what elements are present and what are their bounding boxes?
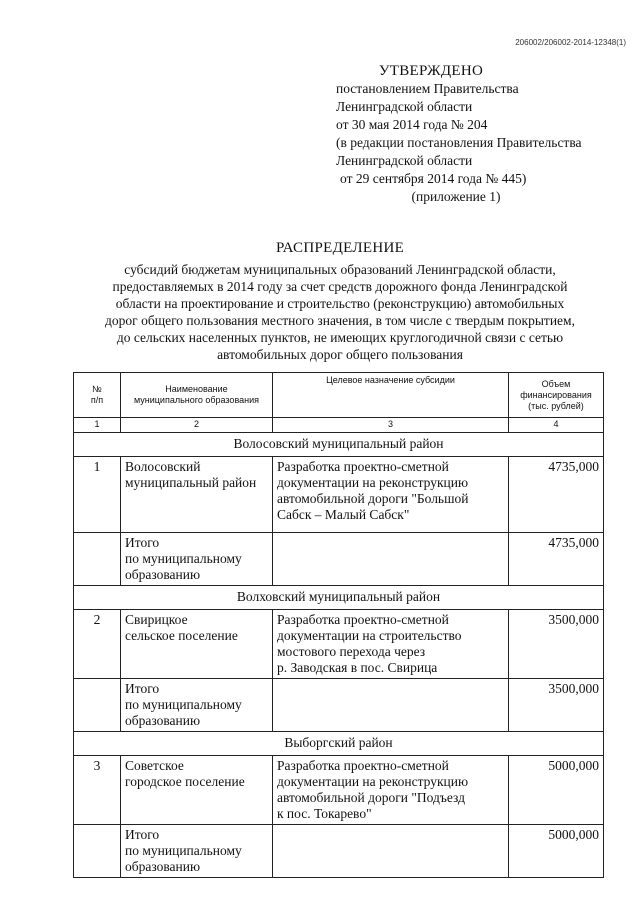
cell-line: образованию <box>125 859 201 874</box>
cell-line: по муниципальному <box>125 697 242 712</box>
row-purpose <box>273 825 509 878</box>
header-text: Наименование <box>165 384 228 394</box>
document-heading: РАСПРЕДЕЛЕНИЕ <box>275 240 405 256</box>
header-purpose <box>273 373 509 418</box>
cell-line: мостового перехода через <box>277 644 426 659</box>
total-row <box>74 533 604 586</box>
row-number: 2 <box>74 610 121 679</box>
section-title: Волховский муниципальный район <box>74 586 604 610</box>
column-number: 4 <box>509 418 604 433</box>
subtitle-line: до сельских населенных пунктов, не имеющих круглогодичной связи с сетью <box>116 330 564 345</box>
cell-line: Волосовский <box>125 459 201 474</box>
document-id: 206002/206002-2014-12348(1) <box>515 38 626 47</box>
header-text: п/п <box>90 395 104 405</box>
row-purpose <box>273 533 509 586</box>
approval-line: Ленинградской области <box>336 153 473 168</box>
total-amount: 3500,000 <box>509 679 604 732</box>
header-text: финансирования <box>520 389 592 400</box>
header-text: муниципального образования <box>133 395 259 405</box>
approval-line: (в редакции постановления Правительства <box>336 135 582 150</box>
subtitle-line: субсидий бюджетам муниципальных образований Ленинградской области, <box>124 262 556 277</box>
row-purpose <box>273 610 509 679</box>
cell-line: Итого <box>125 681 160 696</box>
subtitle-line: автомобильных дорог общего пользования <box>217 347 463 362</box>
section-row <box>74 433 604 457</box>
cell-line: по муниципальному <box>125 551 242 566</box>
total-label <box>121 533 273 586</box>
table-row <box>74 610 604 679</box>
subtitle-line: дорог общего пользования местного значения, в том числе с твердым покрытием, <box>105 313 575 328</box>
table-row <box>74 457 604 533</box>
subtitle-line: области на проектирование и строительство (реконструкцию) автомобильных <box>115 296 565 311</box>
header-text: (тыс. рублей) <box>528 400 584 411</box>
total-label <box>121 679 273 732</box>
cell-line: Итого <box>125 827 160 842</box>
cell-line: документации на реконструкцию <box>277 774 469 789</box>
total-amount: 5000,000 <box>509 825 604 878</box>
approval-appendix: (приложение 1) <box>411 189 501 204</box>
row-municipality <box>121 610 273 679</box>
cell-line: автомобильной дороги "Подъезд <box>277 790 465 805</box>
cell-line: документации на строительство <box>277 628 462 643</box>
approval-line: постановлением Правительства <box>336 81 519 96</box>
row-number <box>74 825 121 878</box>
row-municipality <box>121 457 273 533</box>
cell-line: Разработка проектно-сметной <box>277 459 449 474</box>
row-number <box>74 679 121 732</box>
header-text: Целевое назначение субсидии <box>326 375 455 385</box>
cell-line: образованию <box>125 713 201 728</box>
section-title: Волосовский муниципальный район <box>74 433 604 457</box>
cell-line: городское поселение <box>125 774 245 789</box>
cell-line: автомобильной дороги "Большой <box>277 491 469 506</box>
cell-line: р. Заводская в пос. Свирица <box>277 660 438 675</box>
table-row <box>74 756 604 825</box>
row-amount: 3500,000 <box>509 610 604 679</box>
cell-line: Разработка проектно-сметной <box>277 612 449 627</box>
header-amount <box>509 373 604 418</box>
header-name <box>121 373 273 418</box>
approval-block <box>336 62 636 206</box>
row-municipality <box>121 756 273 825</box>
section-title: Выборгский район <box>74 732 604 756</box>
row-amount: 4735,000 <box>509 457 604 533</box>
subsidy-table <box>73 372 604 878</box>
cell-line: Сабск – Малый Сабск" <box>277 507 410 522</box>
header-text: № <box>92 384 102 394</box>
approval-line: Ленинградской области <box>336 99 473 114</box>
document-subtitle <box>80 261 600 363</box>
cell-line: Разработка проектно-сметной <box>277 758 449 773</box>
cell-line: документации на реконструкцию <box>277 475 469 490</box>
subtitle-line: предоставляемых в 2014 году за счет средств дорожного фонда Ленинградской <box>112 279 568 294</box>
table-header-row <box>74 373 604 418</box>
column-number: 3 <box>273 418 509 433</box>
approval-line: от 30 мая 2014 года № 204 <box>336 117 488 132</box>
cell-line: Советское <box>125 758 184 773</box>
header-no <box>74 373 121 418</box>
cell-line: образованию <box>125 567 201 582</box>
approval-line: от 29 сентября 2014 года № 445) <box>340 171 527 186</box>
row-purpose <box>273 679 509 732</box>
row-number: 3 <box>74 756 121 825</box>
section-row <box>74 732 604 756</box>
column-number: 2 <box>121 418 273 433</box>
cell-line: Итого <box>125 535 160 550</box>
header-text: Объем <box>541 378 571 389</box>
column-number: 1 <box>74 418 121 433</box>
cell-line: к пос. Токарево" <box>277 806 372 821</box>
total-row <box>74 679 604 732</box>
row-number: 1 <box>74 457 121 533</box>
column-number-row <box>74 418 604 433</box>
total-label <box>121 825 273 878</box>
cell-line: сельское поселение <box>125 628 238 643</box>
row-amount: 5000,000 <box>509 756 604 825</box>
total-amount: 4735,000 <box>509 533 604 586</box>
section-row <box>74 586 604 610</box>
total-row <box>74 825 604 878</box>
cell-line: по муниципальному <box>125 843 242 858</box>
approval-title: УТВЕРЖДЕНО <box>378 63 484 79</box>
row-purpose <box>273 457 509 533</box>
row-number <box>74 533 121 586</box>
cell-line: муниципальный район <box>125 475 257 490</box>
cell-line: Свирицкое <box>125 612 188 627</box>
row-purpose <box>273 756 509 825</box>
